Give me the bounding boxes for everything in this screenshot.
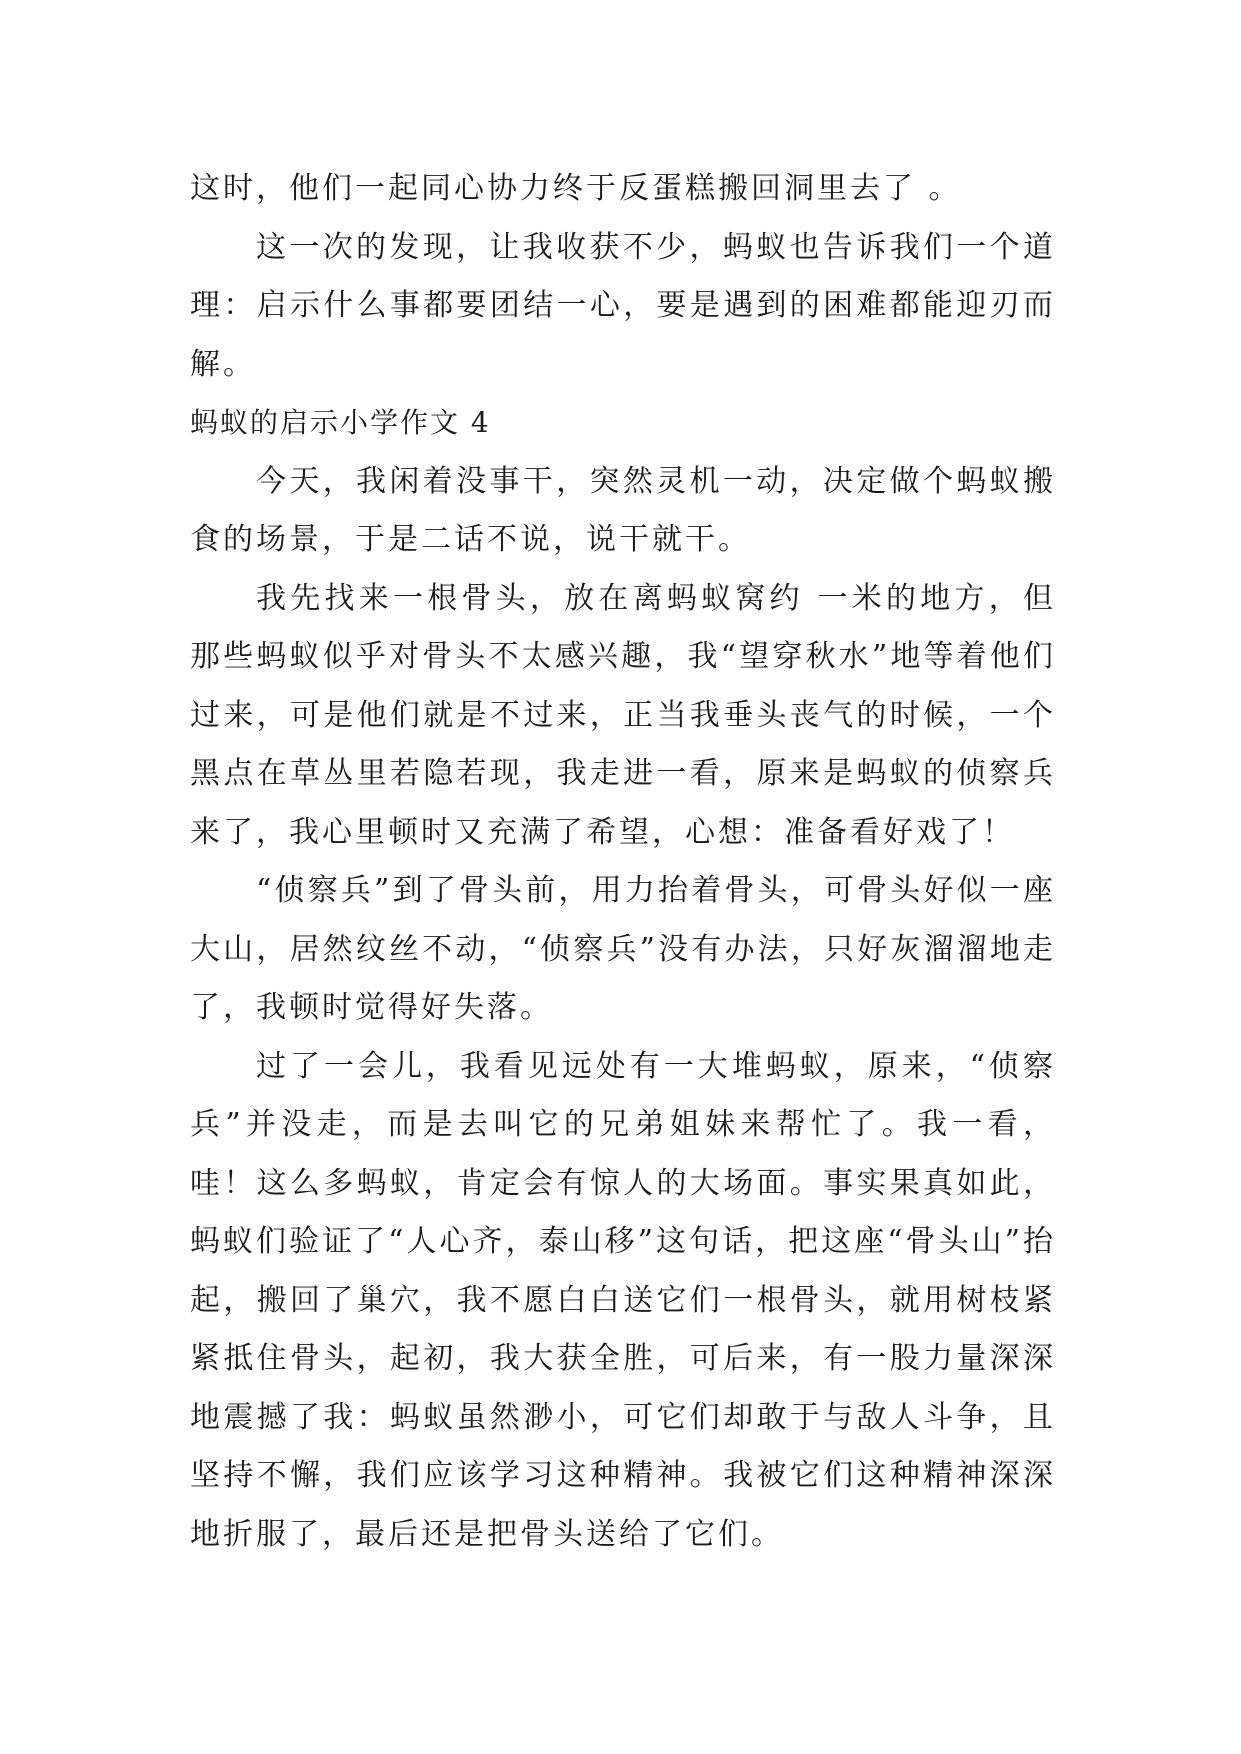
paragraph-4: 我先找来一根骨头，放在离蚂蚁窝约 一米的地方，但那些蚂蚁似乎对骨头不太感兴趣，我“望穿秋水”地等着他们过来，可是他们就是不过来，正当我垂头丧气的时候，一个黑点在草丛里若隐若现，我走进一看，原来是蚂蚁的侦察兵来了，我心里顿时又充满了希望，心想：准备看好戏了！ [190,580,1056,850]
paragraph-1: 这时，他们一起同心协力终于反蛋糕搬回洞里去了 。 [190,171,962,206]
paragraph-3: 今天，我闲着没事干，突然灵机一动，决定做个蚂蚁搬食的场景，于是二话不说，说干就干。 [190,463,1056,557]
document-body [190,160,1056,1564]
paragraph-2: 这一次的发现，让我收获不少，蚂蚁也告诉我们一个道理：启示什么事都要团结一心，要是遇到的困难都能迎刃而解。 [190,229,1056,382]
paragraph-6: 过了一会儿，我看见远处有一大堆蚂蚁，原来，“侦察兵”并没走，而是去叫它的兄弟姐妹来帮忙了。我一看，哇！这么多蚂蚁，肯定会有惊人的大场面。事实果真如此，蚂蚁们验证了“人心齐，泰山移”这句话，把这座“骨头山”抬起，搬回了巢穴，我不愿白白送它们一根骨头，就用树枝紧紧抵住骨头，起初，我大获全胜，可后来，有一股力量深深地震撼了我：蚂蚁虽然渺小，可它们却敢于与敌人斗争，且坚持不懈，我们应该学习这种精神。我被它们这种精神深深地折服了，最后还是把骨头送给了它们。 [190,1048,1056,1552]
paragraph-5: “侦察兵”到了骨头前，用力抬着骨头，可骨头好似一座大山，居然纹丝不动，“侦察兵”没有办法，只好灰溜溜地走了，我顿时觉得好失落。 [190,873,1056,1025]
section-heading: 蚂蚁的启示小学作文 4 [190,406,491,439]
